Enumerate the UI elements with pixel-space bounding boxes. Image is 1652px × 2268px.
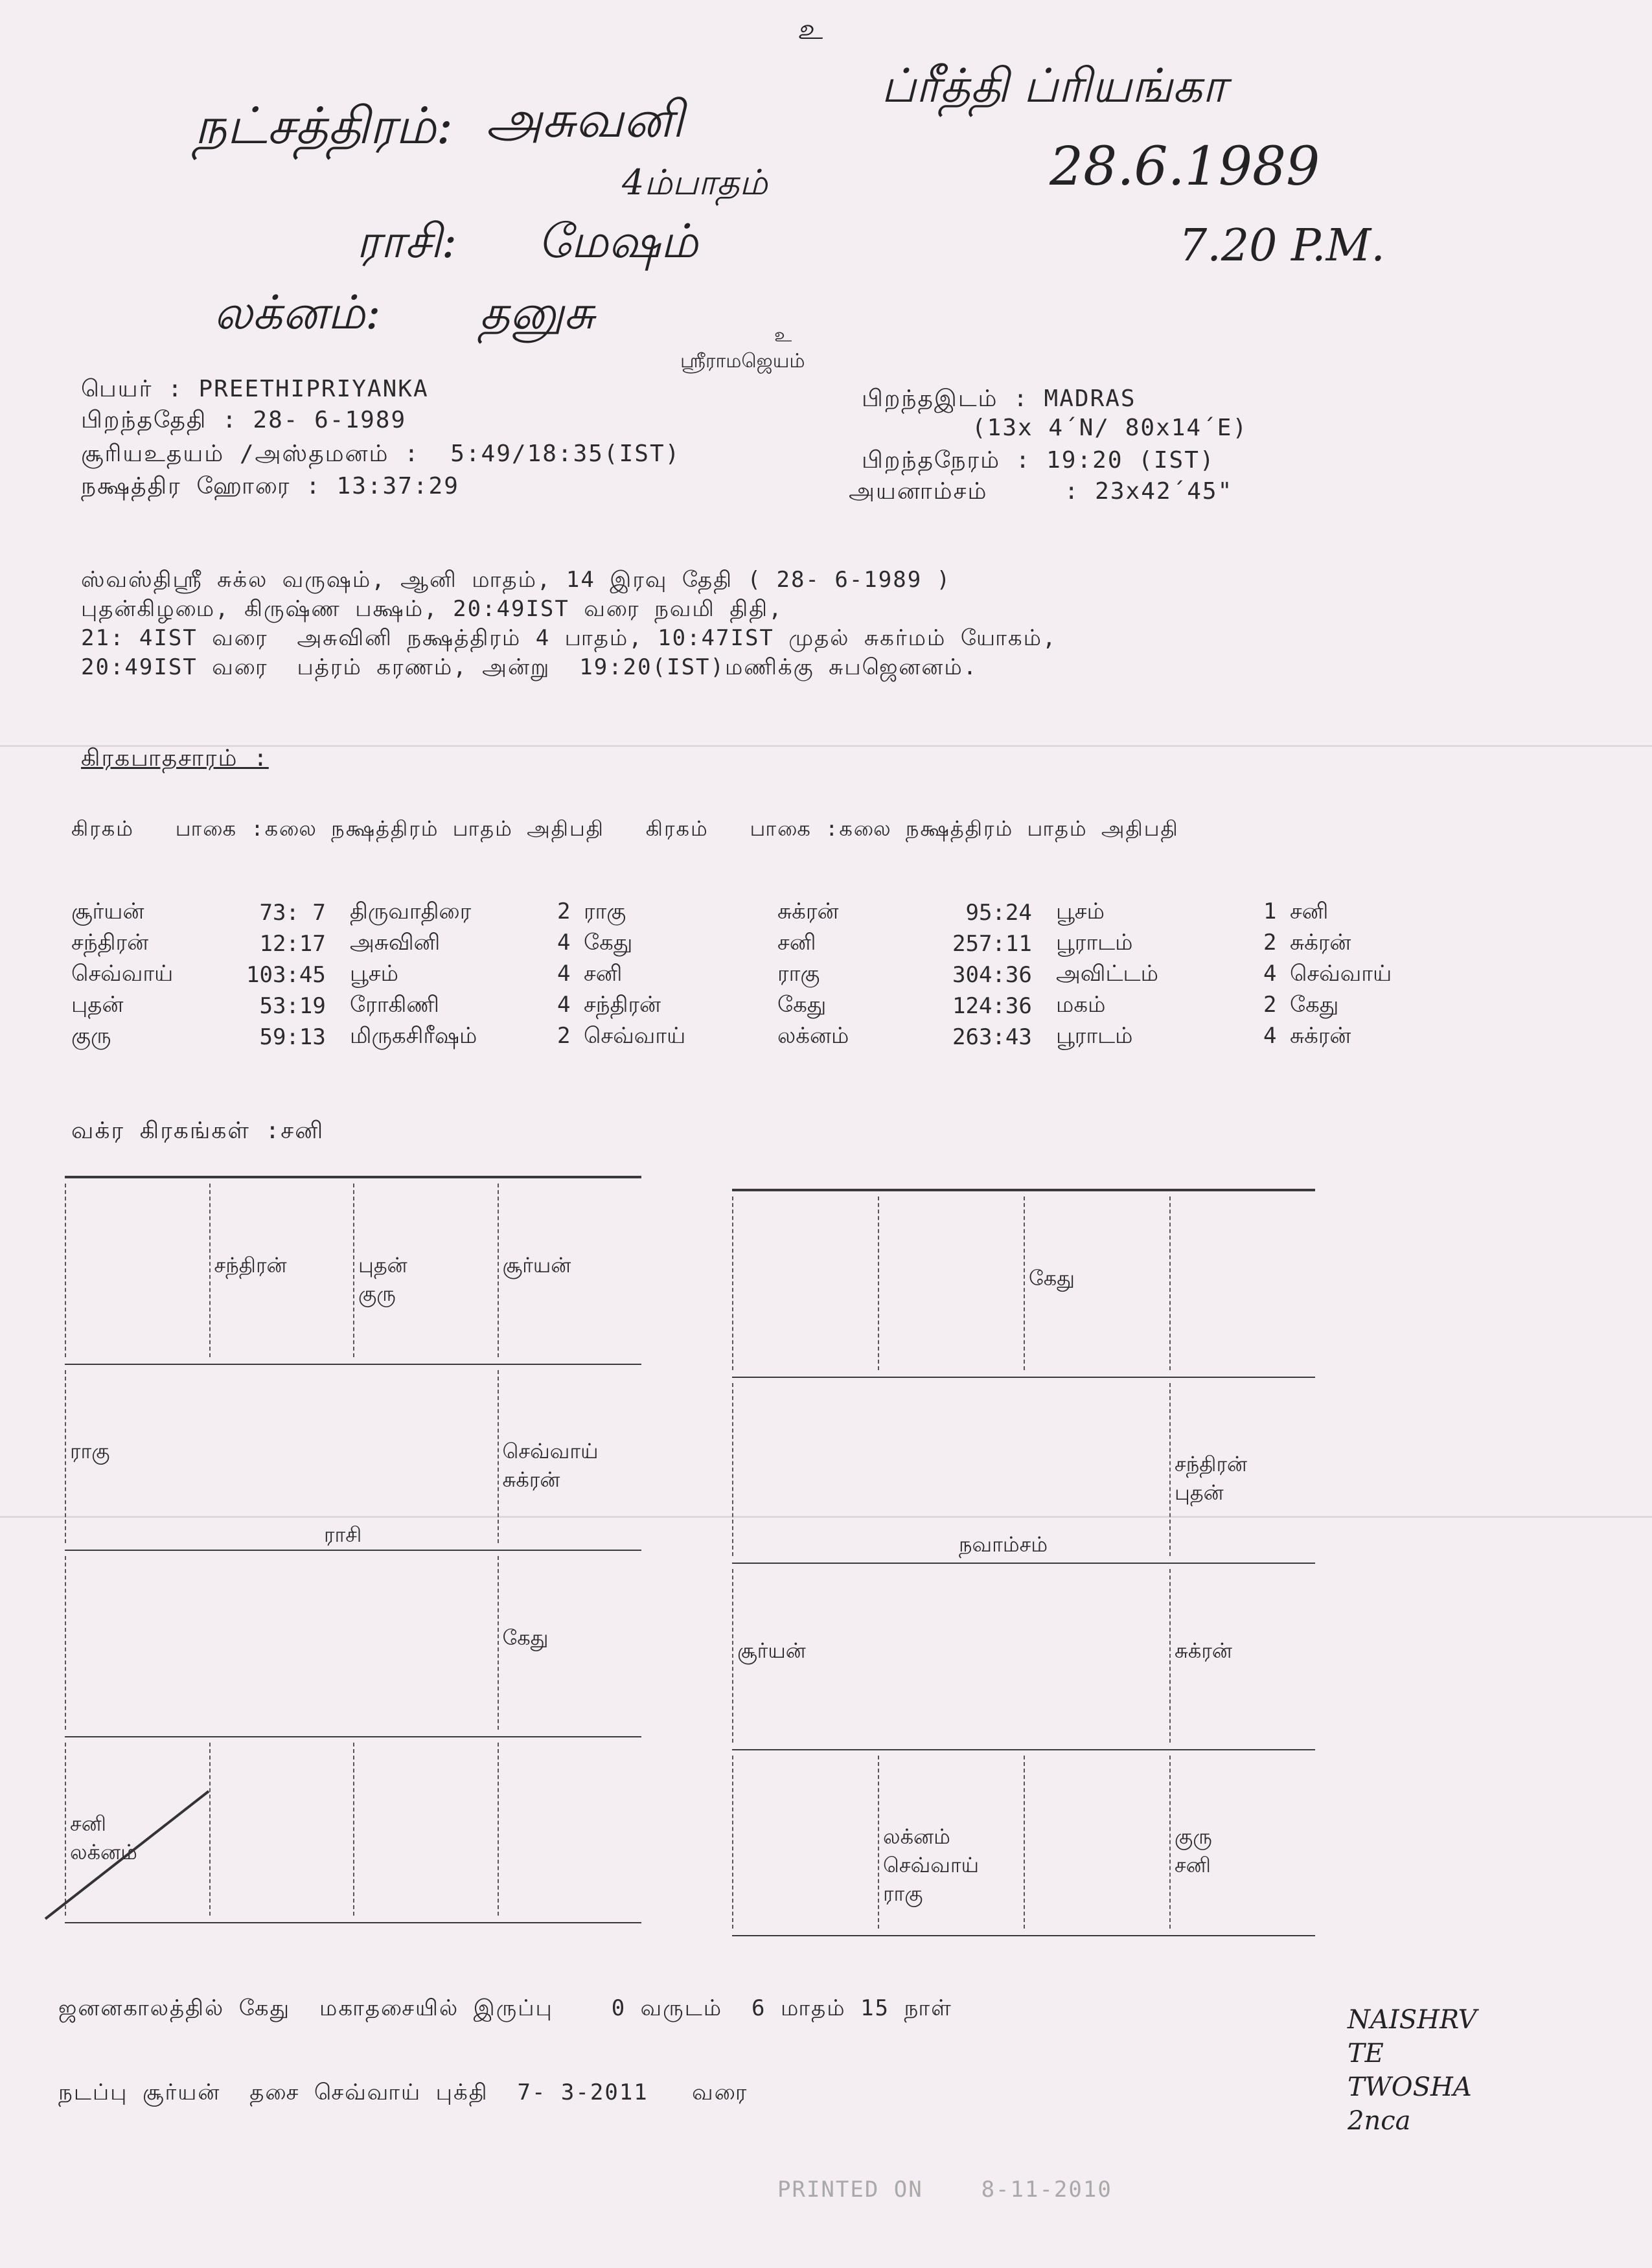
- invocation-text: ஸ்ரீராமஜெயம்: [680, 350, 805, 372]
- dob-line: பிறந்ததேதி : 28- 6-1989: [81, 407, 407, 433]
- rasi-chart: [65, 1176, 641, 1923]
- planet-row: [777, 959, 1412, 991]
- planet-table-left: [71, 897, 706, 1053]
- chart-row-line: [732, 1563, 1315, 1564]
- page-number-mark: உ: [797, 13, 823, 46]
- planet-cell: சனி: [777, 930, 816, 956]
- rasi-value: மேஷம்: [538, 214, 698, 268]
- planet-cell: கேது: [777, 992, 827, 1018]
- chart-row-line: [65, 1550, 641, 1551]
- planet-cell: 257:11: [952, 931, 1032, 957]
- planet-cell: சுக்ரன்: [777, 899, 839, 924]
- star-label: நட்சத்திரம்:: [194, 97, 453, 155]
- chart-house-planets: கேது: [1029, 1265, 1075, 1290]
- chart-house: [498, 1743, 643, 1916]
- chart-house-planets: சந்திரன் புதன்: [1175, 1452, 1248, 1506]
- planet-table-right: [777, 897, 1412, 1053]
- coords-line: (13x 4´N/ 80x14´E): [972, 415, 1248, 441]
- planet-cell: பூசம்: [1056, 899, 1105, 924]
- planet-cell: 4 சந்திரன்: [557, 992, 661, 1018]
- chart-house: [1169, 1569, 1316, 1743]
- planet-cell: 2 கேது: [1263, 992, 1339, 1018]
- chart-house: [732, 1756, 879, 1929]
- panchang-line-2: புதன்கிழமை, கிருஷ்ண பக்ஷம், 20:49IST வரை நவமி திதி,: [81, 596, 783, 622]
- navamsa-chart-title: நவாம்சம்: [959, 1532, 1048, 1557]
- planet-cell: லக்னம்: [777, 1023, 849, 1049]
- chart-house: [65, 1370, 211, 1544]
- chart-house: [353, 1184, 499, 1357]
- chart-house: [1024, 1197, 1171, 1370]
- chart-house-planets: லக்னம் செவ்வாய் ராகு: [883, 1824, 980, 1907]
- planet-cell: 304:36: [952, 962, 1032, 988]
- planet-row: [71, 959, 706, 991]
- chart-row-line: [732, 1377, 1315, 1378]
- rasi-label: ராசி:: [356, 214, 457, 268]
- planet-cell: மகம்: [1056, 992, 1106, 1018]
- planet-cell: சந்திரன்: [71, 930, 149, 956]
- handwritten-name: ப்ரீத்தி ப்ரியங்கா: [881, 58, 1227, 113]
- panchang-line-3: 21: 4IST வரை அசுவினி நக்ஷத்திரம் 4 பாதம், 10:47IST முதல் சுகர்மம் யோகம்,: [81, 625, 1057, 651]
- chart-house: [1024, 1756, 1171, 1929]
- planet-cell: 2 செவ்வாய்: [557, 1023, 686, 1049]
- planet-cell: 4 சுக்ரன்: [1263, 1023, 1351, 1049]
- chart-house-planets: புதன் குரு: [358, 1252, 407, 1306]
- panchang-line-1: ஸ்வஸ்திஸ்ரீ சுக்ல வருஷம், ஆனி மாதம், 14 இரவு தேதி ( 28- 6-1989 ): [81, 567, 952, 593]
- planet-cell: அசுவினி: [350, 930, 441, 956]
- hora-line: நக்ஷத்திர ஹோரை : 13:37:29: [81, 473, 459, 499]
- chart-house: [498, 1184, 643, 1357]
- chart-house: [732, 1197, 879, 1370]
- chart-house: [1169, 1383, 1316, 1557]
- name-line: பெயர் : PREETHIPRIYANKA: [81, 376, 429, 402]
- chart-house-planets: சூர்யன்: [502, 1252, 571, 1277]
- corner-note: [1348, 1969, 1477, 2138]
- planet-cell: செவ்வாய்: [71, 961, 174, 987]
- sunrise-line: சூரியஉதயம் /அஸ்தமனம் : 5:49/18:35(IST): [81, 441, 681, 467]
- planet-cell: 2 ராகு: [557, 899, 626, 924]
- planet-cell: பூராடம்: [1056, 930, 1133, 956]
- lagna-label: லக்னம்:: [214, 285, 381, 339]
- lagna-value: தனுசு: [479, 285, 595, 339]
- birth-time-line: பிறந்தநேரம் : 19:20 (IST): [862, 447, 1215, 474]
- planet-row: [71, 928, 706, 959]
- planet-cell: 12:17: [246, 931, 326, 957]
- corner-note-line: 2nca: [1348, 2106, 1411, 2136]
- planet-cell: ராகு: [777, 961, 820, 987]
- chart-house-planets: குரு சனி: [1175, 1824, 1212, 1878]
- chart-house: [878, 1756, 1025, 1929]
- chart-house-planets: சனி லக்னம்: [70, 1811, 137, 1865]
- section-title: கிரகபாதசாரம் :: [81, 745, 269, 772]
- planet-cell: அவிட்டம்: [1056, 961, 1158, 987]
- star-value: அசுவனி: [486, 91, 684, 149]
- dasa-birth-line: ஜனனகாலத்தில் கேது மகாதசையில் இருப்பு 0 வருடம் 6 மாதம் 15 நாள்: [58, 1995, 952, 2021]
- ayanamsa-line: அயனாம்சம் : 23x42´45": [849, 478, 1233, 505]
- planet-cell: 124:36: [952, 993, 1032, 1019]
- chart-house: [1169, 1756, 1316, 1929]
- planet-row: [777, 897, 1412, 928]
- planet-row: [777, 991, 1412, 1022]
- chart-row-line: [65, 1736, 641, 1737]
- invocation-symbol: உ: [774, 324, 792, 347]
- planet-cell: சூர்யன்: [71, 899, 144, 924]
- chart-house-planets: ராகு: [70, 1439, 110, 1464]
- planet-cell: பூராடம்: [1056, 1023, 1133, 1049]
- planet-row: [71, 991, 706, 1022]
- chart-house: [498, 1370, 643, 1544]
- print-footer: PRINTED ON 8-11-2010: [777, 2177, 1112, 2203]
- rasi-chart-title: ராசி: [324, 1522, 362, 1547]
- chart-house-planets: கேது: [502, 1625, 549, 1650]
- dasa-current-line: நடப்பு சூர்யன் தசை செவ்வாய் புக்தி 7- 3-2011 வரை: [58, 2079, 748, 2105]
- corner-note-line: NAISHRV: [1348, 2005, 1477, 2035]
- planet-cell: 2 சுக்ரன்: [1263, 930, 1351, 956]
- handwritten-date: 28.6.1989: [1050, 136, 1320, 198]
- planet-cell: ரோகிணி: [350, 992, 439, 1018]
- chart-house: [732, 1383, 879, 1557]
- planet-row: [777, 928, 1412, 959]
- planet-cell: 1 சனி: [1263, 899, 1329, 924]
- planet-row: [777, 1022, 1412, 1053]
- planet-cell: புதன்: [71, 992, 124, 1018]
- chart-house: [353, 1743, 499, 1916]
- place-line: பிறந்தஇடம் : MADRAS: [862, 385, 1136, 412]
- planet-cell: 73: 7: [246, 900, 326, 926]
- corner-note-line: TWOSHA: [1348, 2072, 1472, 2102]
- planet-cell: 4 கேது: [557, 930, 633, 956]
- chart-row-line: [65, 1177, 641, 1178]
- navamsa-chart: [732, 1189, 1315, 1936]
- planet-cell: பூசம்: [350, 961, 398, 987]
- table-header: கிரகம் பாகை :கலை நக்ஷத்திரம் பாதம் அதிபதி கிரகம் பாகை :கலை நக்ஷத்திரம் பாதம் அதிபதி: [71, 816, 1179, 841]
- planet-cell: 53:19: [246, 993, 326, 1019]
- chart-row-line: [732, 1190, 1315, 1191]
- planet-cell: மிருகசிரீஷம்: [350, 1023, 477, 1049]
- pada-value: 4ம்பாதம்: [622, 162, 768, 203]
- chart-house: [65, 1556, 211, 1730]
- planet-cell: 4 செவ்வாய்: [1263, 961, 1392, 987]
- chart-house: [209, 1743, 355, 1916]
- chart-row-line: [65, 1364, 641, 1365]
- chart-house: [65, 1743, 211, 1916]
- retro-planets: வக்ர கிரகங்கள் :சனி: [71, 1117, 325, 1144]
- chart-house: [209, 1184, 355, 1357]
- handwritten-time: 7.20 P.M.: [1179, 220, 1385, 271]
- chart-row-line: [732, 1749, 1315, 1750]
- chart-house: [1169, 1197, 1316, 1370]
- planet-cell: 4 சனி: [557, 961, 623, 987]
- planet-row: [71, 897, 706, 928]
- chart-house-planets: சந்திரன்: [214, 1252, 287, 1277]
- chart-house-planets: சூர்யன்: [737, 1638, 806, 1663]
- planet-cell: 263:43: [952, 1024, 1032, 1050]
- planet-cell: 103:45: [246, 962, 326, 988]
- panchang-line-4: 20:49IST வரை பத்ரம் கரணம், அன்று 19:20(IST)மணிக்கு சுபஜெனனம்.: [81, 654, 978, 680]
- chart-house: [732, 1569, 879, 1743]
- chart-house: [498, 1556, 643, 1730]
- chart-house-planets: சுக்ரன்: [1175, 1638, 1232, 1663]
- planet-cell: 59:13: [246, 1024, 326, 1050]
- chart-house: [878, 1197, 1025, 1370]
- planet-cell: திருவாதிரை: [350, 899, 472, 924]
- chart-house: [65, 1184, 211, 1357]
- planet-row: [71, 1022, 706, 1053]
- planet-cell: குரு: [71, 1023, 111, 1049]
- corner-note-line: TE: [1348, 2039, 1384, 2068]
- chart-house-planets: செவ்வாய் சுக்ரன்: [502, 1439, 599, 1493]
- planet-cell: 95:24: [952, 900, 1032, 926]
